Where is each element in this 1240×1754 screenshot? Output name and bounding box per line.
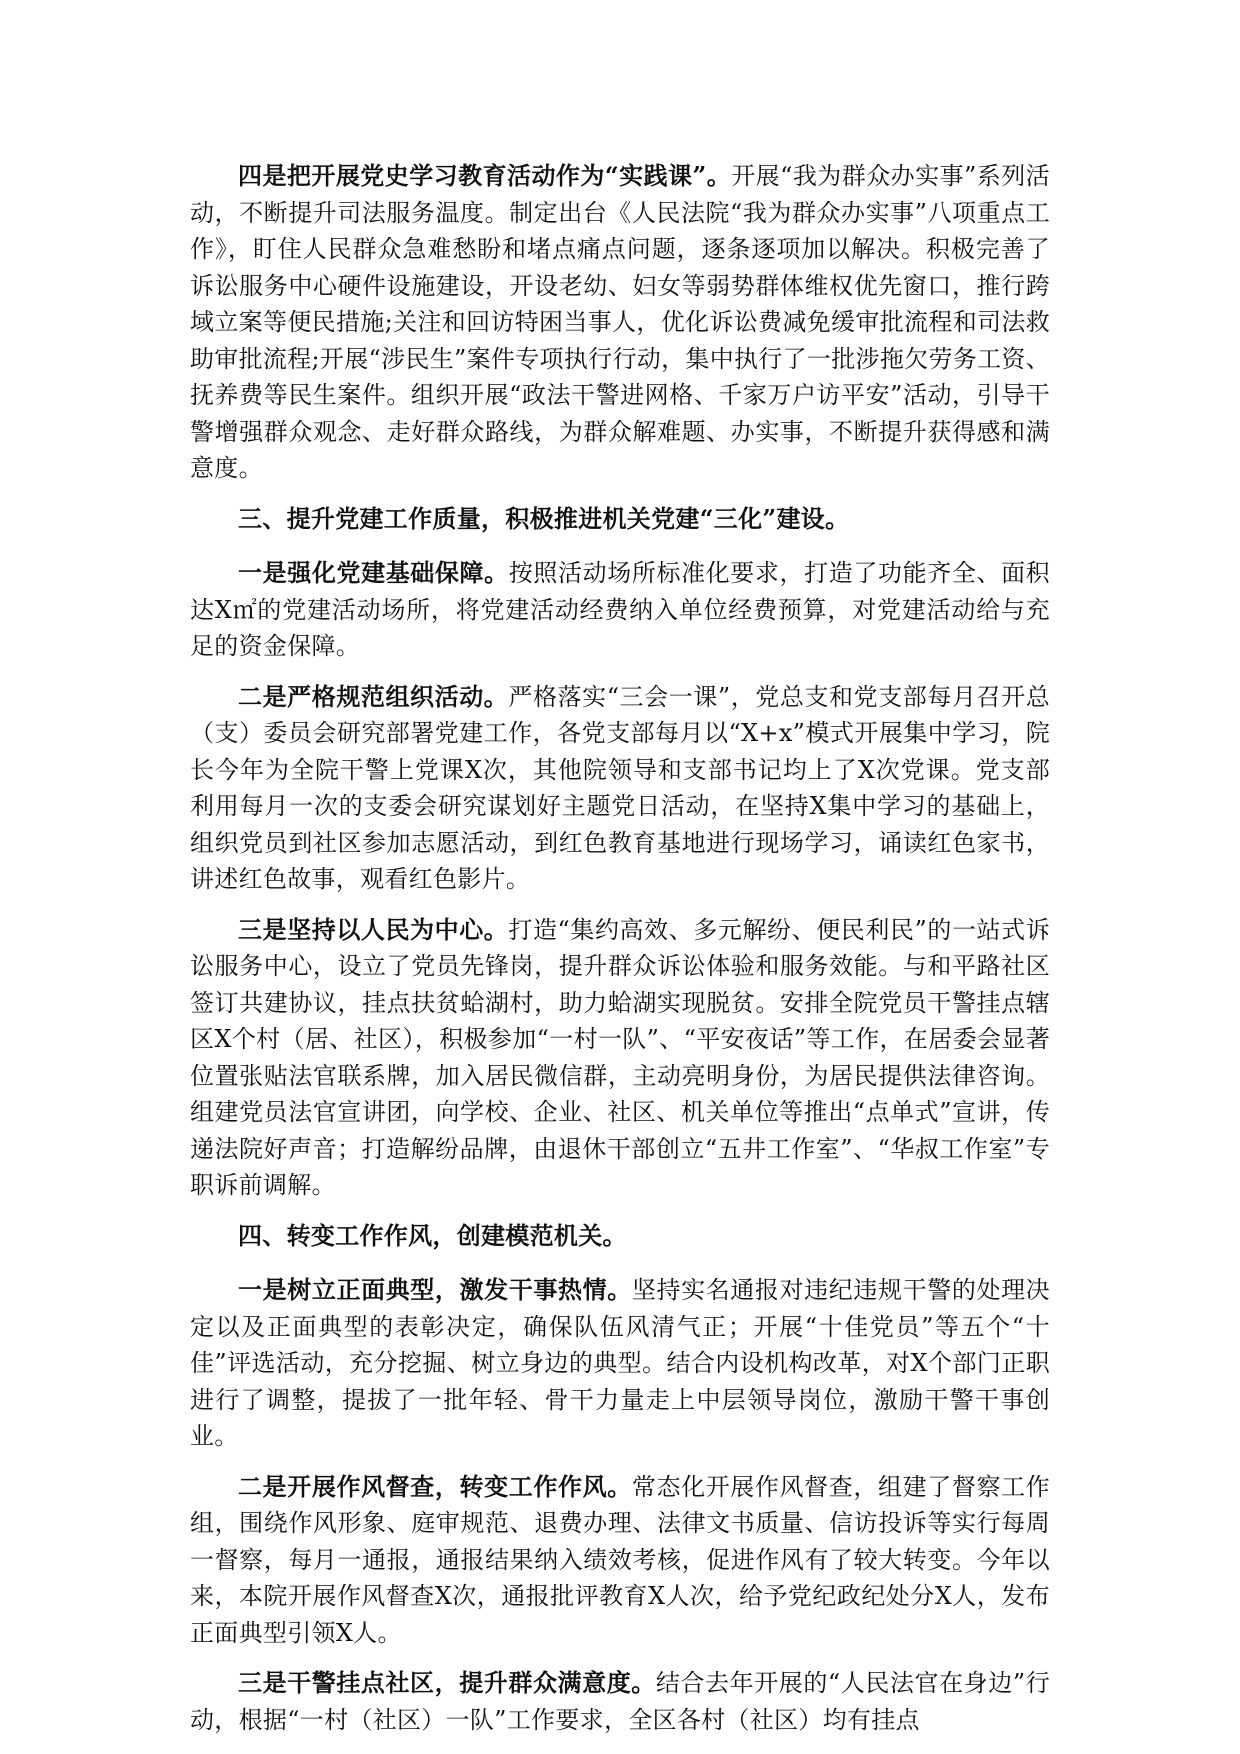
paragraph-community-liaison	[190, 1665, 1050, 1738]
paragraph-text: 常态化开展作风督查，组建了督察工作组，围绕作风形象、庭审规范、退费办理、法律文书质量、信访投诉等实行每周一督察，每月一通报，通报结果纳入绩效考核，促进作风有了较大转变。今年以来，本院开展作风督查X次，通报批评教育X人次，给予党纪政纪处分X人，发布正面典型引领X人。	[190, 1472, 1050, 1647]
paragraph-lead: 三是干警挂点社区，提升群众满意度。	[238, 1668, 656, 1697]
paragraph-text: 开展“我为群众办实事”系列活动，不断提升司法服务温度。制定出台《人民法院“我为群众办实事”八项重点工作》，盯住人民群众急难愁盼和堵点痛点问题，逐条逐项加以解决。积极完善了诉讼服务中心硬件设施建设，开设老幼、妇女等弱势群体维权优先窗口，推行跨域立案等便民措施;关注和回访特困当事人，优化诉讼费减免缓审批流程和司法救助审批流程;开展“涉民生”案件专项执行行动，集中执行了一批涉拖欠劳务工资、抚养费等民生案件。组织开展“政法干警进网格、千家万户访平安”活动，引导干警增强群众观念、走好群众路线，为群众解难题、办实事，不断提升获得感和满意度。	[190, 162, 1050, 482]
paragraph-style-inspection	[190, 1469, 1050, 1652]
paragraph-lead: 三是坚持以人民为中心。	[238, 914, 509, 944]
paragraph-lead: 一是强化党建基础保障。	[238, 558, 509, 587]
paragraph-positive-models	[190, 1272, 1050, 1455]
paragraph-organization-activities	[190, 679, 1050, 898]
document-body	[190, 158, 1050, 1752]
paragraph-lead: 二是严格规范组织活动。	[238, 681, 509, 711]
section-heading-party-building: 三、提升党建工作质量，积极推进机关党建“三化”建设。	[238, 503, 850, 533]
paragraph-text: 按照活动场所标准化要求，打造了功能齐全、面积达X㎡的党建活动场所，将党建活动经费纳入单位经费预算，对党建活动给与充足的资金保障。	[190, 559, 1050, 660]
paragraph-foundation-guarantee	[190, 555, 1050, 665]
paragraph-text: 严格落实“三会一课”，党总支和党支部每月召开总（支）委员会研究部署党建工作，各党支部每月以“X+x”模式开展集中学习，院长今年为全院干警上党课X次，其他院领导和支部书记均上了X次党课。党支部利用每月一次的支委会研究谋划好主题党日活动，在坚持X集中学习的基础上，组织党员到社区参加志愿活动，到红色教育基地进行现场学习，诵读红色家书，讲述红色故事，观看红色影片。	[190, 682, 1050, 893]
paragraph-text: 结合去年开展的“人民法官在身边”行动，根据“一村（社区）一队”工作要求，全区各村（社区）均有挂点	[190, 1669, 1050, 1734]
paragraph-text: 打造“集约高效、多元解纷、便民利民”的一站式诉讼服务中心，设立了党员先锋岗，提升群众诉讼体验和服务效能。与和平路社区签订共建协议，挂点扶贫蛤湖村，助力蛤湖实现脱贫。安排全院党员干警挂点辖区X个村（居、社区），积极参加“一村一队”、“平安夜话”等工作，在居委会显著位置张贴法官联系牌，加入居民微信群，主动亮明身份，为居民提供法律咨询。组建党员法官宣讲团，向学校、企业、社区、机关单位等推出“点单式”宣讲，传递法院好声音；打造解纷品牌，由退休干部创立“五井工作室”、“华叔工作室”专职诉前调解。	[190, 915, 1050, 1199]
paragraph-practice-course	[190, 158, 1050, 487]
paragraph-lead: 一是树立正面典型，激发干事热情。	[238, 1275, 632, 1304]
paragraph-text: 坚持实名通报对违纪违规干警的处理决定以及正面典型的表彰决定，确保队伍风清气正；开展“十佳党员”等五个“十佳”评选活动，充分挖掘、树立身边的典型。结合内设机构改革，对X个部门正职进行了调整，提拔了一批年轻、骨干力量走上中层领导岗位，激励干警干事创业。	[190, 1276, 1050, 1450]
paragraph-lead: 二是开展作风督查，转变工作作风。	[238, 1471, 632, 1501]
section-heading-work-style: 四、转变工作作风，创建模范机关。	[238, 1220, 627, 1250]
paragraph-lead: 四是把开展党史学习教育活动作为“实践课”。	[238, 161, 732, 190]
paragraph-people-centered	[190, 912, 1050, 1204]
